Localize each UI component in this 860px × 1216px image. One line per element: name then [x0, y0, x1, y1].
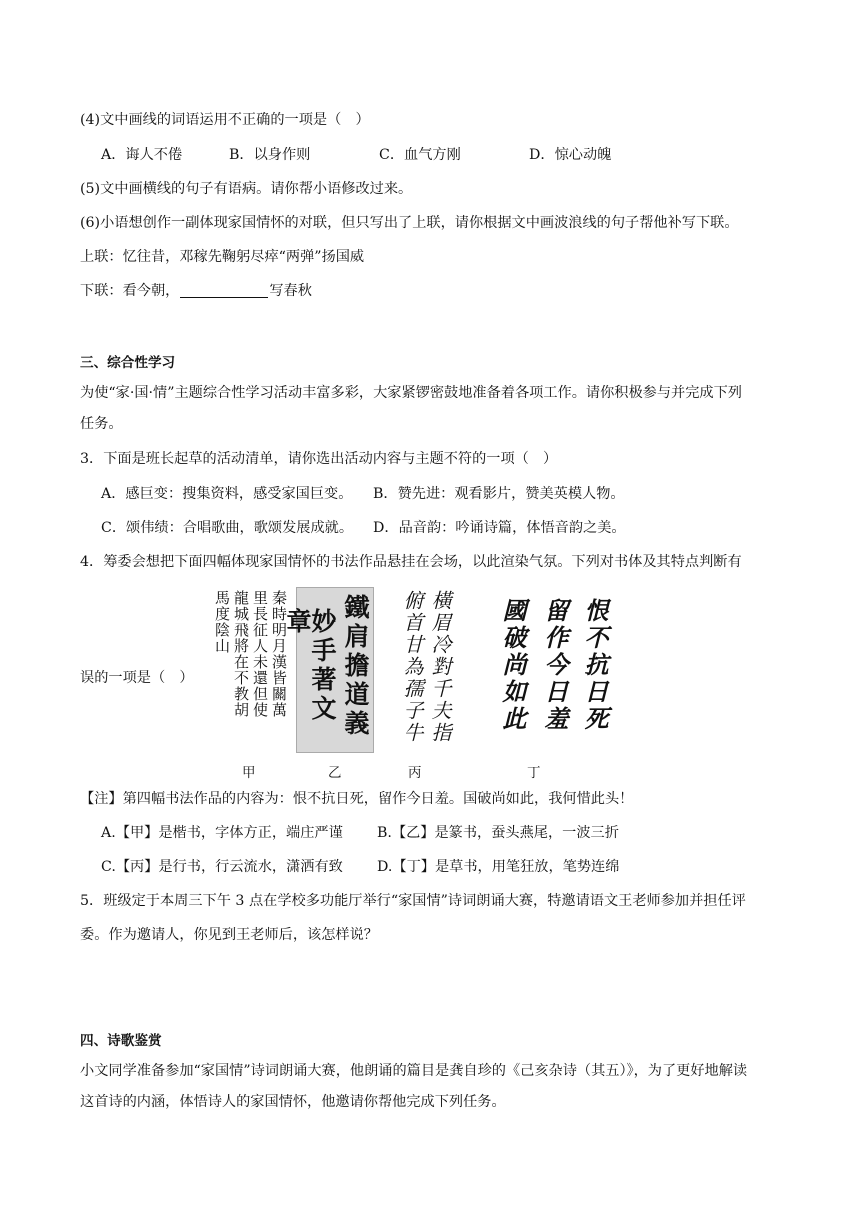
- q3-option-a[interactable]: A．感巨变：搜集资料，感受家国巨变。: [101, 486, 353, 502]
- q4-option-c[interactable]: C.【丙】是行书，行云流水，潇洒有致: [101, 859, 343, 875]
- caption-ding: 丁: [527, 765, 541, 781]
- calligraphy-ding-col-3: 國破尚如此: [498, 598, 527, 733]
- question-3-options-row2: [101, 518, 626, 538]
- option-c[interactable]: C．血气方刚: [379, 147, 461, 163]
- calligraphy-jia-col-3: 龍城飛將在不教胡: [232, 590, 250, 718]
- question-4-options: [101, 145, 611, 165]
- question-4-options-row1: [101, 823, 619, 843]
- q4-option-d[interactable]: D.【丁】是草书，用笔狂放，笔势连绵: [377, 859, 620, 875]
- question-5-prompt: (5)文中画横线的句子有语病。请你帮小语修改过来。: [80, 181, 413, 197]
- option-a[interactable]: A．诲人不倦: [101, 147, 183, 163]
- question-4-prompt-line2: 误的一项是（ ）: [80, 670, 194, 686]
- q4-option-b[interactable]: B.【乙】是篆书，蚕头燕尾，一波三折: [377, 825, 619, 841]
- q3-option-b[interactable]: B．赞先进：观看影片，赞美英模人物。: [373, 486, 625, 502]
- calligraphy-jia-col-1: 秦時明月漢皆關萬: [270, 590, 288, 718]
- calligraphy-yi-col-1: 鐵肩擔道義: [341, 594, 370, 739]
- calligraphy-yi-col-2: 妙手著文章: [283, 608, 337, 724]
- couplet-answer-blank[interactable]: [180, 282, 268, 298]
- calligraphy-jia: [208, 588, 288, 738]
- couplet-lower: [80, 281, 312, 301]
- caption-bing: 丙: [408, 765, 422, 781]
- calligraphy-ding-col-2: 留作今日羞: [540, 598, 569, 733]
- section-4-heading: 四、诗歌鉴赏: [80, 1033, 162, 1049]
- caption-yi: 乙: [328, 765, 342, 781]
- section-3-intro-line1: 为使“家·国·情”主题综合性学习活动丰富多彩，大家紧锣密鼓地准备着各项工作。请你积极参与并完成下列: [80, 385, 742, 401]
- calligraphy-bing-col-2: 俯首甘為孺子牛: [400, 590, 424, 744]
- option-b[interactable]: B．以身作则: [229, 147, 311, 163]
- section-4-intro-line1: 小文同学准备参加“家国情”诗词朗诵大赛，他朗诵的篇目是龚自珍的《己亥杂诗（其五）》，为了更好地解读: [80, 1063, 748, 1079]
- calligraphy-jia-col-2: 里長征人未還但使: [251, 590, 269, 718]
- calligraphy-bing: [390, 588, 452, 748]
- option-d[interactable]: D．惊心动魄: [529, 147, 612, 163]
- q3-option-c[interactable]: C．颂伟绩：合唱歌曲，歌颂发展成就。: [101, 520, 354, 536]
- question-6-prompt: (6)小语想创作一副体现家国情怀的对联，但只写出了上联，请你根据文中画波浪线的句子帮他补写下联。: [80, 215, 739, 231]
- note: 【注】第四幅书法作品的内容为：恨不抗日死，留作今日羞。国破尚如此，我何惜此头！: [80, 791, 634, 807]
- question-4-options-row2: [101, 857, 619, 877]
- couplet-lower-suffix: 写春秋: [269, 283, 312, 299]
- calligraphy-jia-col-4: 馬度陰山: [213, 590, 231, 654]
- calligraphy-yi: [283, 587, 374, 753]
- q3-option-d[interactable]: D．品音韵：吟诵诗篇，体悟音韵之美。: [373, 520, 626, 536]
- couplet-upper: 上联：忆往昔，邓稼先鞠躬尽瘁“两弹”扬国威: [80, 249, 365, 265]
- caption-jia: 甲: [242, 765, 256, 781]
- couplet-lower-prefix: 下联：看今朝，: [80, 283, 180, 299]
- section-3-intro-line2: 任务。: [80, 416, 123, 432]
- question-3-prompt: 3．下面是班长起草的活动清单，请你选出活动内容与主题不符的一项（ ）: [80, 451, 558, 467]
- question-4-prompt-line1: 4．筹委会想把下面四幅体现家国情怀的书法作品悬挂在会场，以此渲染气氛。下列对书体及其特点判断有: [80, 554, 742, 570]
- question-5-prompt-line1: 5．班级定于本周三下午 3 点在学校多功能厅举行“家国情”诗词朗诵大赛，特邀请语文王老师参加并担任评: [80, 893, 746, 909]
- section-3-heading: 三、综合性学习: [80, 355, 176, 371]
- question-5-prompt-line2: 委。作为邀请人，你见到王老师后，该怎样说？: [80, 927, 378, 943]
- calligraphy-ding-col-1: 恨不抗日死: [580, 598, 609, 733]
- question-3-options-row1: [101, 484, 625, 504]
- calligraphy-bing-col-1: 橫眉冷對千夫指: [428, 590, 452, 744]
- q4-option-a[interactable]: A.【甲】是楷书，字体方正，端庄严谨: [101, 825, 343, 841]
- question-4-prompt: (4)文中画线的词语运用不正确的一项是（ ）: [80, 112, 370, 128]
- section-4-intro-line2: 这首诗的内涵，体悟诗人的家国情怀，他邀请你帮他完成下列任务。: [80, 1094, 506, 1110]
- calligraphy-ding: [480, 596, 608, 752]
